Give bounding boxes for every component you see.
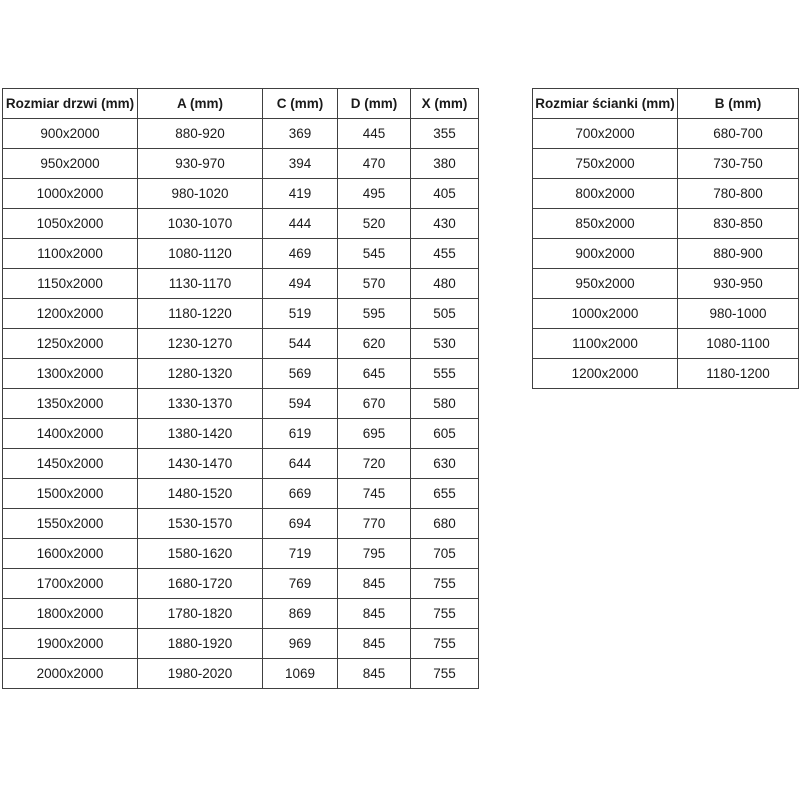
table-cell: 470 — [338, 149, 411, 179]
table-cell: 1030-1070 — [138, 209, 263, 239]
wall-size-table — [532, 88, 799, 389]
table-cell: 800x2000 — [533, 179, 678, 209]
table-row — [3, 359, 479, 389]
table-cell: 700x2000 — [533, 119, 678, 149]
table-cell: 969 — [263, 629, 338, 659]
table-cell: 680-700 — [678, 119, 799, 149]
table-cell: 950x2000 — [533, 269, 678, 299]
table-cell: 630 — [411, 449, 479, 479]
table-cell: 850x2000 — [533, 209, 678, 239]
table-cell: 770 — [338, 509, 411, 539]
table-row — [3, 569, 479, 599]
table-cell: 519 — [263, 299, 338, 329]
table-cell: 655 — [411, 479, 479, 509]
table-cell: 544 — [263, 329, 338, 359]
table-row — [533, 269, 799, 299]
table-cell: 1580-1620 — [138, 539, 263, 569]
table-row — [3, 389, 479, 419]
table-row — [533, 359, 799, 389]
column-header: B (mm) — [678, 89, 799, 119]
table-row — [3, 269, 479, 299]
table-cell: 769 — [263, 569, 338, 599]
table-cell: 1680-1720 — [138, 569, 263, 599]
table-cell: 505 — [411, 299, 479, 329]
table-cell: 1980-2020 — [138, 659, 263, 689]
table-cell: 1050x2000 — [3, 209, 138, 239]
table-cell: 780-800 — [678, 179, 799, 209]
table-row — [3, 659, 479, 689]
table-cell: 520 — [338, 209, 411, 239]
table-cell: 755 — [411, 629, 479, 659]
table-row — [533, 149, 799, 179]
table-cell: 1200x2000 — [533, 359, 678, 389]
table-row — [533, 179, 799, 209]
table-row — [3, 509, 479, 539]
table-cell: 619 — [263, 419, 338, 449]
table-cell: 1180-1220 — [138, 299, 263, 329]
table-cell: 1380-1420 — [138, 419, 263, 449]
table-cell: 620 — [338, 329, 411, 359]
table-cell: 394 — [263, 149, 338, 179]
table-cell: 1100x2000 — [3, 239, 138, 269]
table-cell: 755 — [411, 569, 479, 599]
table-row — [3, 149, 479, 179]
table-cell: 1800x2000 — [3, 599, 138, 629]
table-cell: 1330-1370 — [138, 389, 263, 419]
column-header: D (mm) — [338, 89, 411, 119]
table-row — [3, 119, 479, 149]
table-row — [533, 209, 799, 239]
table-cell: 869 — [263, 599, 338, 629]
table-cell: 555 — [411, 359, 479, 389]
table-cell: 930-950 — [678, 269, 799, 299]
table-cell: 1180-1200 — [678, 359, 799, 389]
table-cell: 845 — [338, 629, 411, 659]
table-cell: 455 — [411, 239, 479, 269]
table-cell: 1480-1520 — [138, 479, 263, 509]
table-cell: 720 — [338, 449, 411, 479]
table-cell: 845 — [338, 659, 411, 689]
table-cell: 580 — [411, 389, 479, 419]
table-cell: 694 — [263, 509, 338, 539]
table-cell: 595 — [338, 299, 411, 329]
table-cell: 1000x2000 — [533, 299, 678, 329]
table-cell: 355 — [411, 119, 479, 149]
table-cell: 444 — [263, 209, 338, 239]
table-cell: 1900x2000 — [3, 629, 138, 659]
table-cell: 1069 — [263, 659, 338, 689]
column-header: C (mm) — [263, 89, 338, 119]
table-cell: 495 — [338, 179, 411, 209]
table-cell: 745 — [338, 479, 411, 509]
table-cell: 670 — [338, 389, 411, 419]
column-header: Rozmiar drzwi (mm) — [3, 89, 138, 119]
table-cell: 950x2000 — [3, 149, 138, 179]
table-cell: 369 — [263, 119, 338, 149]
table-cell: 530 — [411, 329, 479, 359]
table-row — [533, 299, 799, 329]
table-row — [3, 449, 479, 479]
table-row — [3, 329, 479, 359]
table-row — [533, 119, 799, 149]
table-row — [3, 629, 479, 659]
table-cell: 1700x2000 — [3, 569, 138, 599]
table-cell: 594 — [263, 389, 338, 419]
table-cell: 570 — [338, 269, 411, 299]
table-cell: 1880-1920 — [138, 629, 263, 659]
table-cell: 405 — [411, 179, 479, 209]
table-row — [3, 539, 479, 569]
table-row — [3, 479, 479, 509]
table-cell: 880-900 — [678, 239, 799, 269]
table-cell: 705 — [411, 539, 479, 569]
table-cell: 1350x2000 — [3, 389, 138, 419]
table-cell: 480 — [411, 269, 479, 299]
table-cell: 900x2000 — [533, 239, 678, 269]
table-row — [3, 239, 479, 269]
table-cell: 669 — [263, 479, 338, 509]
table-cell: 980-1000 — [678, 299, 799, 329]
table-cell: 1530-1570 — [138, 509, 263, 539]
table-cell: 1200x2000 — [3, 299, 138, 329]
table-row — [3, 209, 479, 239]
table-cell: 605 — [411, 419, 479, 449]
table-cell: 755 — [411, 599, 479, 629]
table-cell: 845 — [338, 599, 411, 629]
column-header: X (mm) — [411, 89, 479, 119]
table-row — [3, 599, 479, 629]
table-cell: 1000x2000 — [3, 179, 138, 209]
table-cell: 1300x2000 — [3, 359, 138, 389]
table-cell: 445 — [338, 119, 411, 149]
table-cell: 1500x2000 — [3, 479, 138, 509]
door-size-table — [2, 88, 479, 689]
table-row — [533, 239, 799, 269]
table-cell: 380 — [411, 149, 479, 179]
table-cell: 569 — [263, 359, 338, 389]
table-cell: 2000x2000 — [3, 659, 138, 689]
table-cell: 730-750 — [678, 149, 799, 179]
table-cell: 680 — [411, 509, 479, 539]
table-cell: 930-970 — [138, 149, 263, 179]
table-cell: 1080-1100 — [678, 329, 799, 359]
table-cell: 545 — [338, 239, 411, 269]
table-row — [3, 419, 479, 449]
table-cell: 469 — [263, 239, 338, 269]
table-cell: 645 — [338, 359, 411, 389]
table-cell: 1280-1320 — [138, 359, 263, 389]
table-cell: 980-1020 — [138, 179, 263, 209]
table-cell: 419 — [263, 179, 338, 209]
table-cell: 430 — [411, 209, 479, 239]
column-header: A (mm) — [138, 89, 263, 119]
table-cell: 644 — [263, 449, 338, 479]
table-cell: 719 — [263, 539, 338, 569]
table-cell: 1400x2000 — [3, 419, 138, 449]
table-header-row — [3, 89, 479, 119]
table-row — [533, 329, 799, 359]
table-cell: 1550x2000 — [3, 509, 138, 539]
table-cell: 1150x2000 — [3, 269, 138, 299]
table-header-row — [533, 89, 799, 119]
table-cell: 1100x2000 — [533, 329, 678, 359]
table-cell: 750x2000 — [533, 149, 678, 179]
table-cell: 900x2000 — [3, 119, 138, 149]
table-cell: 1430-1470 — [138, 449, 263, 479]
table-cell: 1230-1270 — [138, 329, 263, 359]
table-cell: 695 — [338, 419, 411, 449]
table-row — [3, 299, 479, 329]
table-cell: 1080-1120 — [138, 239, 263, 269]
table-cell: 845 — [338, 569, 411, 599]
table-cell: 1600x2000 — [3, 539, 138, 569]
table-cell: 494 — [263, 269, 338, 299]
table-cell: 1450x2000 — [3, 449, 138, 479]
table-cell: 1130-1170 — [138, 269, 263, 299]
table-cell: 880-920 — [138, 119, 263, 149]
column-header: Rozmiar ścianki (mm) — [533, 89, 678, 119]
table-cell: 830-850 — [678, 209, 799, 239]
table-cell: 1250x2000 — [3, 329, 138, 359]
table-row — [3, 179, 479, 209]
table-cell: 755 — [411, 659, 479, 689]
table-cell: 1780-1820 — [138, 599, 263, 629]
table-cell: 795 — [338, 539, 411, 569]
